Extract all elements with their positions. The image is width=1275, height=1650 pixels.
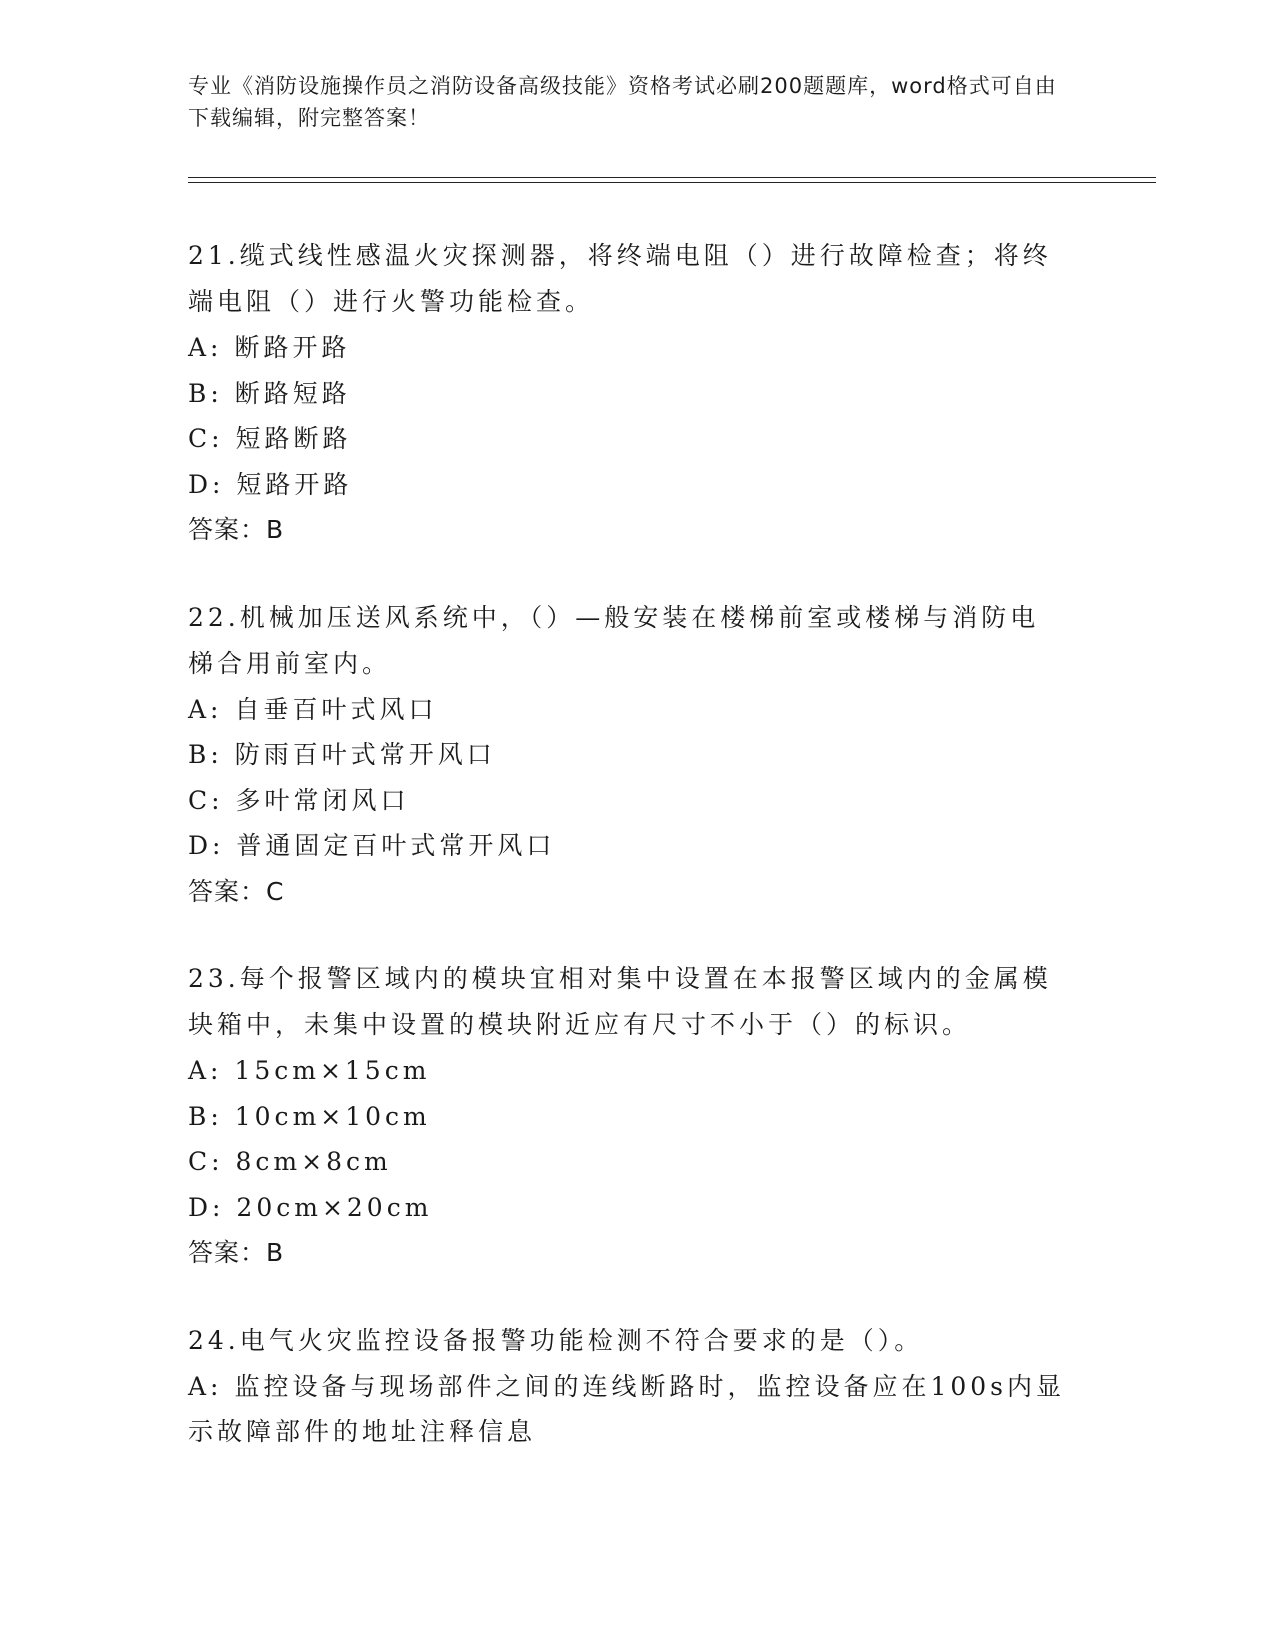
answer-line (188, 1230, 1068, 1276)
question-number: 23. (188, 964, 240, 993)
option-label: C: (188, 1147, 224, 1176)
answer-prefix: 答案： (188, 1238, 267, 1267)
question-stem (188, 1318, 1068, 1364)
answer-prefix: 答案： (188, 515, 267, 544)
option-c (188, 1139, 1068, 1185)
option-label: D: (188, 831, 225, 860)
option-text: 10cm×10cm (234, 1101, 431, 1131)
question-number: 21. (188, 241, 240, 270)
question-number: 22. (188, 602, 240, 632)
answer-line (188, 507, 1068, 553)
question-stem (188, 595, 1068, 687)
option-text: 普通固定百叶式常开风口 (236, 831, 556, 860)
question-text: 机械加压送风系统中，（）—般安装在楼梯前室或楼梯与消防电梯合用前室内。 (188, 602, 1040, 678)
question-22 (188, 595, 1068, 915)
option-label: C: (188, 785, 224, 815)
option-label: A: (188, 1056, 223, 1085)
answer-prefix: 答案： (188, 876, 267, 906)
question-list (188, 233, 1068, 1497)
option-label: B: (188, 1101, 223, 1131)
header-text: 专业《消防设施操作员之消防设备高级技能》资格考试必刷200题题库，word格式可自由下载编辑，附完整答案！ (188, 74, 1057, 130)
answer-value: C (266, 876, 285, 906)
question-stem (188, 956, 1068, 1048)
option-text: 自垂百叶式风口 (234, 694, 438, 724)
option-a (188, 1048, 1068, 1094)
document-header (188, 70, 1068, 134)
option-label: C: (188, 424, 224, 453)
option-a (188, 687, 1068, 733)
option-label: A: (188, 333, 223, 362)
option-label: D: (188, 1192, 225, 1222)
option-d (188, 1185, 1068, 1231)
option-text: 短路开路 (236, 469, 353, 499)
question-21 (188, 233, 1068, 553)
option-text: 监控设备与现场部件之间的连线断路时，监控设备应在100s内显示故障部件的地址注释信息 (188, 1371, 1065, 1446)
option-b (188, 732, 1068, 778)
option-text: 8cm×8cm (235, 1147, 392, 1176)
option-a (188, 1364, 1068, 1455)
question-24 (188, 1318, 1068, 1455)
option-a (188, 325, 1068, 371)
option-text: 断路短路 (234, 378, 351, 408)
question-text: 缆式线性感温火灾探测器，将终端电阻（）进行故障检查；将终端电阻（）进行火警功能检查。 (188, 241, 1052, 316)
option-label: A: (188, 694, 223, 724)
option-d (188, 823, 1068, 869)
option-b (188, 371, 1068, 417)
option-text: 20cm×20cm (236, 1192, 433, 1222)
option-label: B: (188, 378, 223, 408)
option-c (188, 778, 1068, 824)
question-text: 电气火灾监控设备报警功能检测不符合要求的是（）。 (239, 1325, 924, 1355)
option-b (188, 1094, 1068, 1140)
option-label: D: (188, 469, 225, 499)
option-d (188, 462, 1068, 508)
question-stem (188, 233, 1068, 325)
option-label: A: (188, 1371, 223, 1401)
question-text: 每个报警区域内的模块宜相对集中设置在本报警区域内的金属模块箱中，未集中设置的模块附近应有尺寸不小于（）的标识。 (188, 964, 1052, 1039)
header-divider-bottom (188, 182, 1156, 183)
question-23 (188, 956, 1068, 1276)
answer-value: B (266, 1238, 285, 1267)
option-text: 15cm×15cm (234, 1056, 431, 1085)
option-c (188, 416, 1068, 462)
header-divider-top (188, 177, 1156, 178)
answer-value: B (266, 515, 285, 544)
option-label: B: (188, 740, 223, 769)
option-text: 断路开路 (234, 333, 351, 362)
option-text: 防雨百叶式常开风口 (234, 740, 496, 769)
option-text: 多叶常闭风口 (235, 785, 410, 815)
option-text: 短路断路 (235, 424, 352, 453)
question-number: 24. (188, 1325, 240, 1355)
answer-line (188, 869, 1068, 915)
